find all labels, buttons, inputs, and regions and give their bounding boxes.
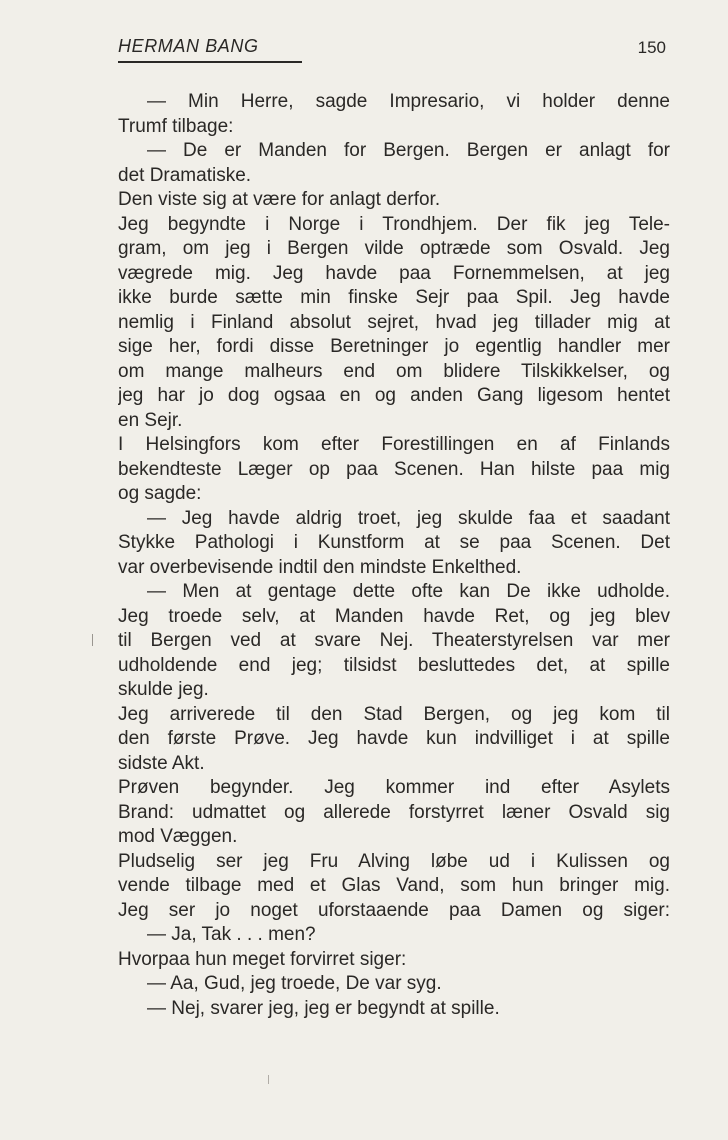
- text-line: den første Prøve. Jeg havde kun indvilliget i at spille: [118, 728, 670, 749]
- text-line: Jeg troede selv, at Manden havde Ret, og jeg blev: [118, 605, 670, 627]
- text-line: vægrede mig. Jeg havde paa Fornemmelsen, at jeg: [118, 262, 670, 284]
- text-line: sidste Akt.: [118, 752, 205, 774]
- text-line: Brand: udmattet og allerede forstyrret læner Osvald sig: [118, 801, 670, 823]
- text-line: Den viste sig at være for anlagt derfor.: [118, 189, 441, 210]
- text-line: — De er Manden for Bergen. Bergen er anlagt for: [147, 140, 670, 161]
- text-line: Hvorpaa hun meget forvirret siger:: [118, 948, 407, 970]
- page-number: 150: [637, 38, 666, 57]
- text-line: — Ja, Tak . . . men?: [147, 924, 316, 945]
- text-line: ikke burde sætte min finske Sejr paa Spil. Jeg havde: [118, 287, 670, 308]
- text-line: og sagde:: [118, 483, 202, 504]
- page-speck: [268, 1075, 269, 1084]
- text-line: Stykke Pathologi i Kunstform at se paa Scenen. Det: [118, 532, 670, 553]
- text-line: Pludselig ser jeg Fru Alving løbe ud i Kulissen og: [118, 850, 670, 872]
- text-line: om mange malheurs end om blidere Tilskikkelser, og: [118, 360, 670, 382]
- text-line: sige her, fordi disse Beretninger jo egentlig handler mer: [118, 336, 670, 357]
- text-line: udholdende end jeg; tilsidst besluttedes det, at spille: [118, 654, 670, 676]
- text-line: Prøven begynder. Jeg kommer ind efter Asylets: [118, 777, 670, 798]
- text-line: bekendteste Læger op paa Scenen. Han hilste paa mig: [118, 458, 670, 480]
- text-line: gram, om jeg i Bergen vilde optræde som Osvald. Jeg: [118, 238, 670, 259]
- text-line: — Aa, Gud, jeg troede, De var syg.: [147, 973, 442, 994]
- margin-mark: [92, 634, 93, 646]
- text-line: — Nej, svarer jeg, jeg er begyndt at spille.: [147, 997, 500, 1019]
- text-line: nemlig i Finland absolut sejret, hvad jeg tillader mig at: [118, 311, 670, 333]
- text-line: Jeg arriverede til den Stad Bergen, og jeg kom til: [118, 703, 670, 725]
- header-underline: [118, 61, 302, 63]
- running-head: [118, 36, 670, 66]
- text-line: vende tilbage med et Glas Vand, som hun bringer mig.: [118, 875, 670, 896]
- text-line: I Helsingfors kom efter Forestillingen en af Finlands: [118, 434, 670, 455]
- text-line: til Bergen ved at svare Nej. Theaterstyrelsen var mer: [118, 630, 670, 651]
- text-line: mod Væggen.: [118, 826, 238, 847]
- text-line: — Men at gentage dette ofte kan De ikke udholde.: [147, 581, 670, 602]
- text-line: — Min Herre, sagde Impresario, vi holder denne: [147, 91, 670, 112]
- text-line: en Sejr.: [118, 409, 183, 431]
- text-line: var overbevisende indtil den mindste Enkelthed.: [118, 556, 522, 578]
- text-line: — Jeg havde aldrig troet, jeg skulde faa et saadant: [147, 507, 670, 529]
- author-name: HERMAN BANG: [118, 36, 259, 56]
- text-line: skulde jeg.: [118, 679, 209, 700]
- body-text: [118, 90, 670, 1021]
- text-line: jeg har jo dog ogsaa en og anden Gang ligesom hentet: [118, 385, 670, 406]
- text-line: Jeg begyndte i Norge i Trondhjem. Der fik jeg Tele-: [118, 213, 670, 235]
- text-line: Jeg ser jo noget uforstaaende paa Damen og siger:: [118, 899, 670, 921]
- text-line: det Dramatiske.: [118, 164, 252, 186]
- text-line: Trumf tilbage:: [118, 115, 234, 137]
